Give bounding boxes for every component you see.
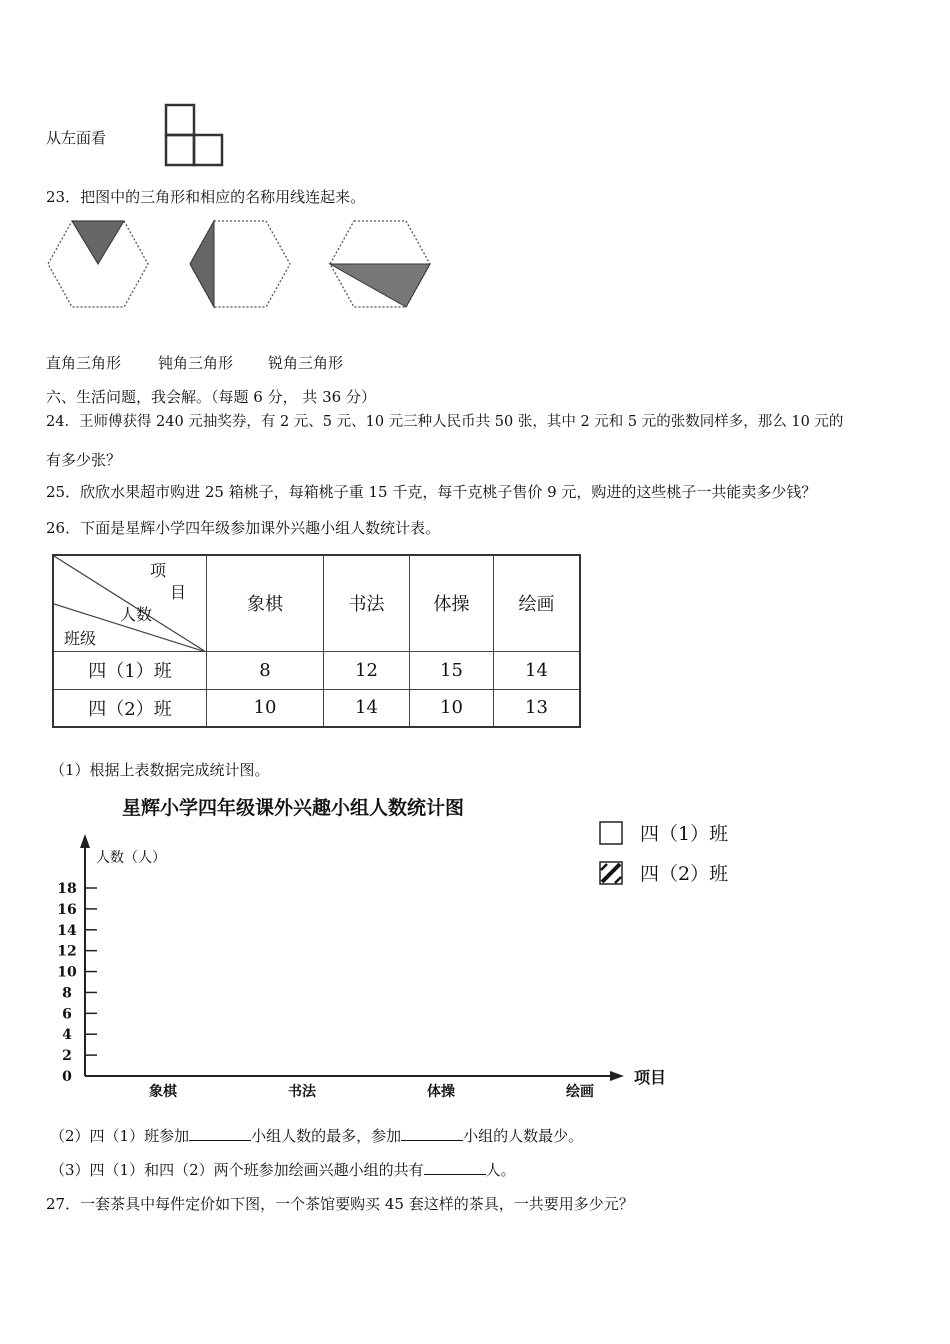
x-axis-label: 项目 (634, 1068, 667, 1087)
x-axis-arrow (610, 1071, 624, 1081)
legend-label-class1: 四（1）班 (640, 823, 729, 845)
y-tick-label: 4 (62, 1027, 72, 1044)
question-26-sub3 (50, 1160, 516, 1180)
triangle-name-obtuse: 钝角三角形 (158, 354, 234, 372)
sub3-text-a: （3）四（1）和四（2）两个班参加绘画兴趣小组的共有 (50, 1161, 424, 1179)
hexagon-figure-1 (46, 218, 150, 310)
question-26-sub2 (50, 1126, 583, 1146)
hexagon-figure-3 (328, 218, 432, 310)
question-23: 23．把图中的三角形和相应的名称用线连起来。 (46, 188, 366, 206)
y-tick-label: 6 (62, 1006, 72, 1023)
header-label-item-mid: 目 (170, 583, 187, 602)
y-tick-label: 2 (62, 1048, 72, 1065)
row-label: 四（1）班 (53, 651, 207, 689)
table-cell: 15 (410, 651, 494, 689)
table-row (53, 689, 580, 727)
answer-blank-least[interactable] (401, 1126, 463, 1141)
triangle-name-acute: 锐角三角形 (268, 354, 344, 372)
table-cell: 13 (494, 689, 581, 727)
y-tick-label: 16 (57, 901, 77, 918)
question-25: 25．欣欣水果超市购进 25 箱桃子，每箱桃子重 15 千克，每千克桃子售价 9 元，购进的这些桃子一共能卖多少钱？ (46, 483, 817, 501)
y-axis-label: 人数（人） (96, 850, 166, 866)
answer-blank-painting-total[interactable] (424, 1160, 486, 1175)
table-cell: 8 (207, 651, 324, 689)
table-cell: 14 (494, 651, 581, 689)
left-view-figure (160, 100, 228, 170)
table-cell: 14 (324, 689, 410, 727)
row-label: 四（2）班 (53, 689, 207, 727)
statistics-table (52, 554, 581, 728)
sub2-text-c: 小组的人数最少。 (463, 1127, 584, 1145)
triangle-name-right: 直角三角形 (46, 354, 122, 372)
header-label-count: 人数 (120, 605, 153, 624)
x-tick-label: 体操 (427, 1084, 455, 1100)
question-26-intro: 26．下面是星辉小学四年级参加课外兴趣小组人数统计表。 (46, 519, 441, 537)
y-tick-label: 0 (62, 1069, 72, 1085)
header-label-class: 班级 (64, 629, 97, 648)
y-tick-label: 12 (57, 943, 77, 960)
table-header-diagonal-cell (53, 555, 207, 651)
column-header-calligraphy: 书法 (324, 555, 410, 651)
header-label-item-top: 项 (150, 561, 167, 580)
question-26-sub1: （1）根据上表数据完成统计图。 (50, 761, 270, 779)
x-tick-label: 书法 (288, 1084, 316, 1100)
y-tick-label: 18 (57, 881, 77, 897)
x-tick-label: 象棋 (149, 1084, 177, 1100)
y-axis-arrow (80, 834, 90, 848)
sub2-text-b: 小组人数的最多，参加 (251, 1127, 402, 1145)
table-cell: 10 (207, 689, 324, 727)
legend-label-class2: 四（2）班 (640, 863, 729, 885)
table-cell: 12 (324, 651, 410, 689)
question-27: 27．一套茶具中每件定价如下图，一个茶馆要购买 45 套这样的茶具，一共要用多少元？ (46, 1195, 634, 1213)
column-header-gymnastics: 体操 (410, 555, 494, 651)
sub2-text-a: （2）四（1）班参加 (50, 1127, 190, 1145)
left-view-label: 从左面看 (46, 129, 107, 147)
bar-chart (40, 790, 760, 1110)
chart-title: 星辉小学四年级课外兴趣小组人数统计图 (122, 797, 465, 819)
answer-blank-most[interactable] (189, 1126, 251, 1141)
y-tick-label: 10 (57, 964, 77, 981)
column-header-painting: 绘画 (494, 555, 581, 651)
question-24-line2: 有多少张？ (46, 451, 122, 469)
y-tick-label: 14 (57, 922, 77, 939)
hexagon-figure-2 (188, 218, 292, 310)
x-tick-label: 绘画 (566, 1084, 594, 1100)
legend-swatch-class1 (600, 822, 622, 844)
sub3-text-b: 人。 (485, 1161, 516, 1179)
table-row (53, 651, 580, 689)
y-tick-label: 8 (62, 985, 72, 1002)
section-6-title: 六、生活问题，我会解。（每题 6 分， 共 36 分） (46, 388, 376, 406)
column-header-chess: 象棋 (207, 555, 324, 651)
question-24-line1: 24．王师傅获得 240 元抽奖券，有 2 元、5 元、10 元三种人民币共 50 张，其中 2 元和 5 元的张数同样多，那么 10 元的 (46, 414, 844, 430)
table-cell: 10 (410, 689, 494, 727)
